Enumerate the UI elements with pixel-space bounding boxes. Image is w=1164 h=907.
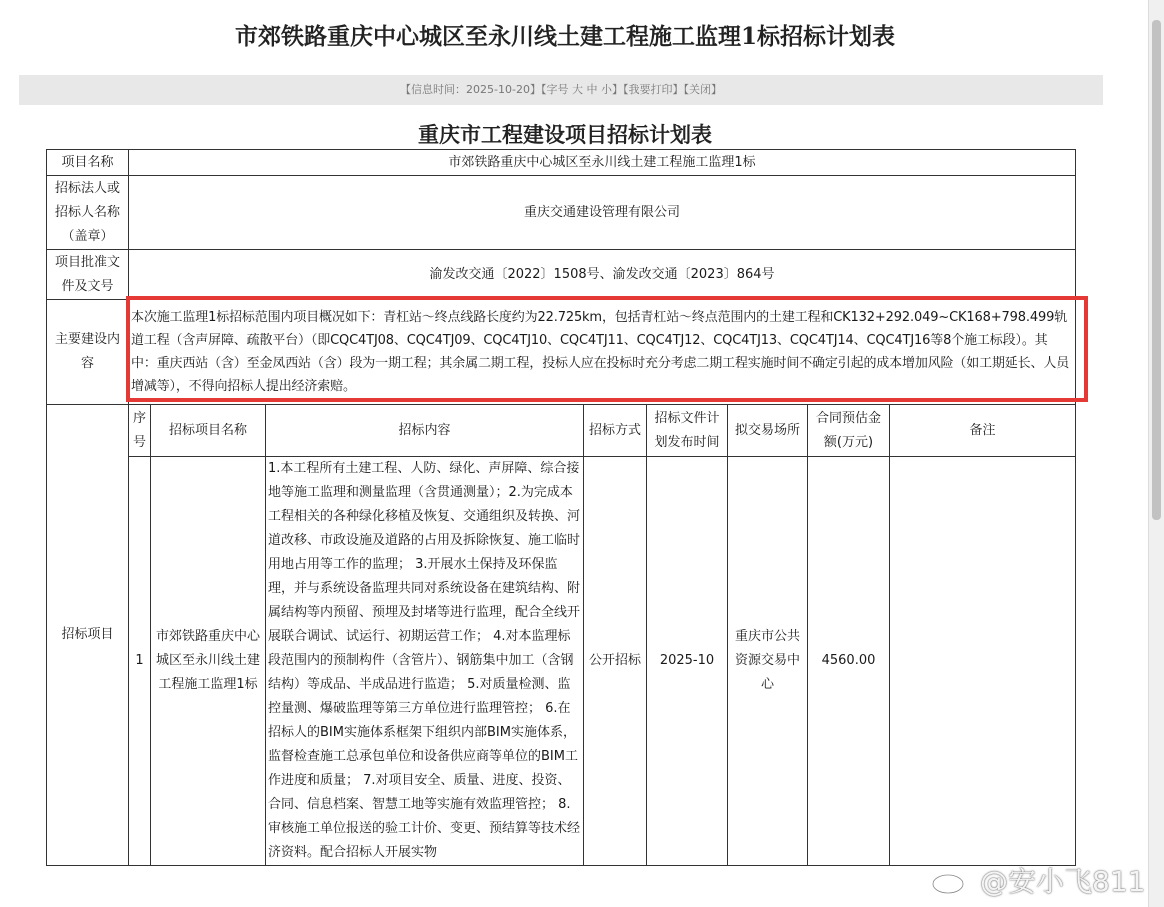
info-bar	[19, 75, 1103, 105]
scrollbar-thumb[interactable]	[1152, 20, 1161, 520]
item-method: 公开招标	[584, 457, 647, 866]
row-construction	[47, 300, 1076, 405]
item-venue: 重庆市公共资源交易中心	[728, 457, 808, 866]
tenderer-label: 招标法人或招标人名称（盖章）	[47, 176, 129, 250]
font-small-link[interactable]: 小】	[600, 83, 623, 96]
font-size-label: 【字号	[540, 83, 569, 96]
item-seq: 1	[129, 457, 151, 866]
col-remark-header: 备注	[890, 405, 1076, 457]
row-project-name	[47, 150, 1076, 176]
col-content-header: 招标内容	[266, 405, 584, 457]
approval-label: 项目批准文件及文号	[47, 250, 129, 300]
construction-content: 本次施工监理1标招标范围内项目概况如下：青杠站～终点线路长度约为22.725km，包括青杠站～终点范围内的土建工程和CK132+292.049~CK168+798.499轨道工程（含声屏障、疏散平台）（即CQC4TJ08、CQC4TJ09、CQC4TJ10、CQC4TJ11、CQC4TJ12、CQC4TJ13、CQC4TJ14、CQC4TJ16等8个施工标段）。其中：重庆西站（含）至金凤西站（含）段为一期工程；其余属二期工程，投标人应在投标时充分考虑二期工程实施时间不确定引起的成本增加风险（如工期延长、人员增减等），不得向招标人提出经济索赔。	[129, 300, 1076, 405]
print-link[interactable]: 【我要打印】	[622, 83, 684, 96]
item-content: 1.本工程所有土建工程、人防、绿化、声屏障、综合接地等施工监理和测量监理（含贯通测量）；2.为完成本工程相关的各种绿化移植及恢复、交通组织及转换、河道改移、市政设施及道路的占用及拆除恢复、施工临时用地占用等工作的监理； 3.开展水土保持及环保监理，并与系统设备监理共同对系统设备在建筑结构、附属结构等内预留、预埋及封堵等进行监理，配合全线开展联合调试、试运行、初期运营工作； 4.对本监理标段范围内的预制构件（含管片）、钢筋集中加工（含钢结构）等成品、半成品进行监造； 5.对质量检测、监控量测、爆破监理等第三方单位进行监理管控； 6.在招标人的BIM实施体系框架下组织内部BIM实施体系，监督检查施工总承包单位和设备供应商等单位的BIM工作进度和质量； 7.对项目安全、质量、进度、投资、合同、信息档案、智慧工地等实施有效监理管控； 8.审核施工单位报送的验工计价、变更、预结算等技术经济资料。配合招标人开展实物	[266, 457, 584, 866]
tender-plan-table	[46, 149, 1076, 866]
row-approval	[47, 250, 1076, 300]
watermark-text: @安小飞811	[980, 865, 1146, 898]
table-title: 重庆市工程建设项目招标计划表	[418, 122, 712, 147]
project-name-label: 项目名称	[47, 150, 129, 176]
col-venue-header: 拟交易场所	[728, 405, 808, 457]
col-amount-header: 合同预估金额(万元)	[808, 405, 890, 457]
col-method-header: 招标方式	[584, 405, 647, 457]
vertical-scrollbar[interactable]	[1148, 0, 1164, 907]
tenderer-value: 重庆交通建设管理有限公司	[129, 176, 1076, 250]
weibo-logo-icon	[930, 865, 974, 895]
col-publish-time-header: 招标文件计划发布时间	[647, 405, 728, 457]
col-seq-header: 序号	[129, 405, 151, 457]
item-remark	[890, 457, 1076, 866]
row-tenderer	[47, 176, 1076, 250]
col-name-header: 招标项目名称	[151, 405, 266, 457]
close-link[interactable]: 【关闭】	[683, 83, 722, 96]
tender-items-label: 招标项目	[47, 405, 129, 866]
construction-label: 主要建设内容	[47, 300, 129, 405]
table-row	[47, 457, 1076, 866]
project-name-value: 市郊铁路重庆中心城区至永川线土建工程施工监理1标	[129, 150, 1076, 176]
item-name: 市郊铁路重庆中心城区至永川线土建工程施工监理1标	[151, 457, 266, 866]
row-column-headers	[47, 405, 1076, 457]
item-amount: 4560.00	[808, 457, 890, 866]
approval-value: 渝发改交通〔2022〕1508号、渝发改交通〔2023〕864号	[129, 250, 1076, 300]
font-large-link[interactable]: 大	[571, 83, 583, 96]
watermark	[930, 860, 1145, 900]
page-title: 市郊铁路重庆中心城区至永川线土建工程施工监理1标招标计划表	[234, 23, 895, 50]
item-publish-time: 2025-10	[647, 457, 728, 866]
font-medium-link[interactable]: 中	[586, 83, 598, 96]
info-date: 【信息时间：2025-10-20】	[400, 83, 541, 96]
